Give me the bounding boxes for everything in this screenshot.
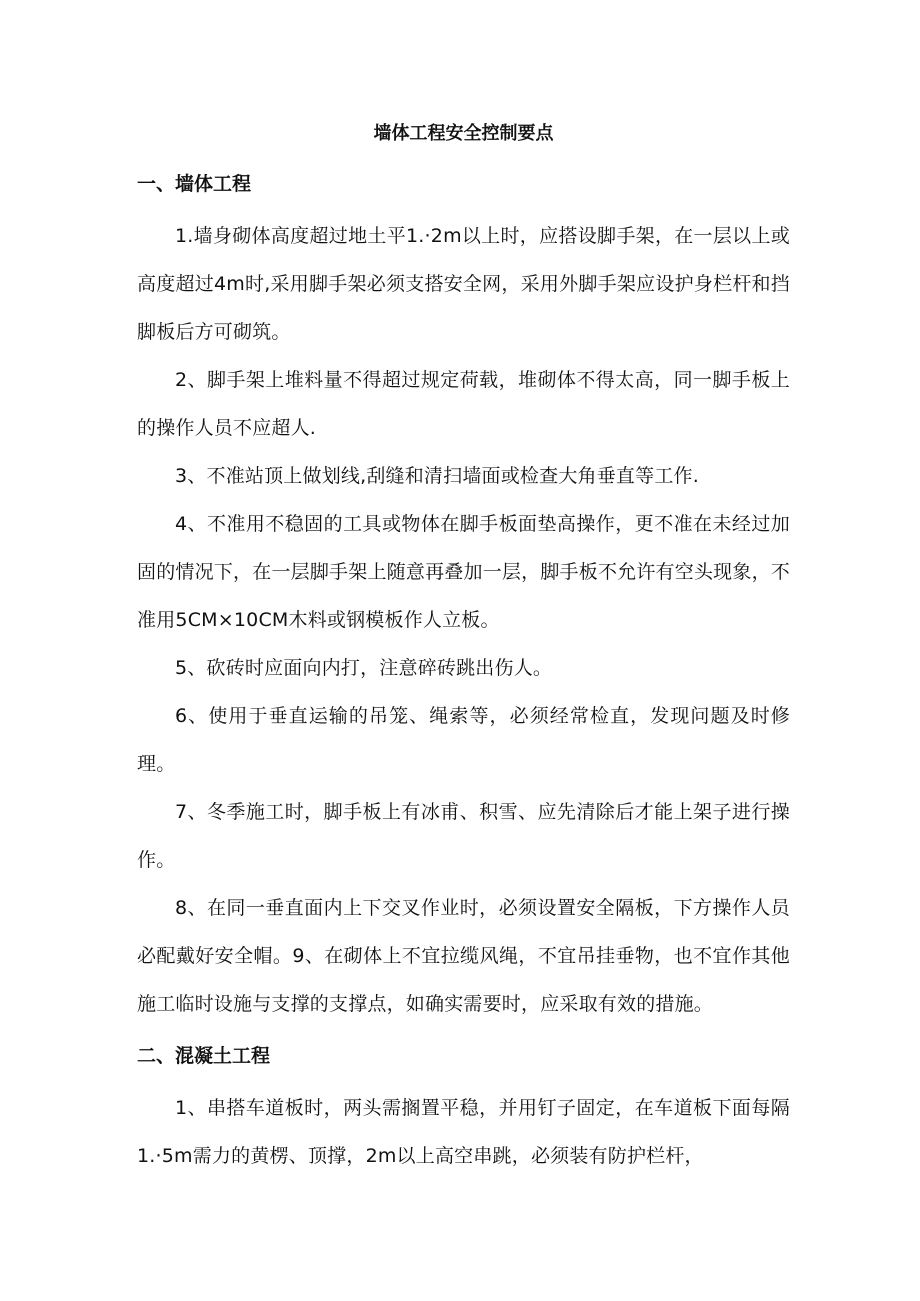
paragraph: 1.墙身砌体高度超过地土平1.·2m以上时，应搭设脚手架，在一层以上或高度超过4m时,采用脚手架必须支搭安全网，采用外脚手架应设护身栏杆和挡脚板后方可砌筑。	[137, 225, 790, 343]
paragraph: 5、砍砖时应面向内打，注意碎砖跳出伤人。	[175, 657, 553, 679]
section-concrete-works	[137, 1040, 790, 1180]
section-wall-works	[137, 168, 790, 1028]
paragraph: 6、使用于垂直运输的吊笼、绳索等，必须经常检直，发现问题及时修理。	[137, 705, 790, 775]
paragraph: 7、冬季施工时，脚手板上有冰甫、积雪、应先清除后才能上架子进行操作。	[137, 801, 790, 871]
paragraph: 4、不准用不稳固的工具或物体在脚手板面垫高操作，更不准在未经过加固的情况下，在一层脚手架上随意再叠加一层，脚手板不允许有空头现象，不准用5CM×10CM木料或钢模板作人立板。	[137, 513, 790, 631]
section-heading: 二、混凝土工程	[137, 1045, 271, 1067]
paragraph: 1、串搭车道板时，两头需搁置平稳，并用钉子固定，在车道板下面每隔1.·5m需力的黄楞、顶撑，2m以上高空串跳，必须装有防护栏杆，	[137, 1097, 790, 1167]
document-title: 墙体工程安全控制要点	[373, 123, 554, 144]
paragraph: 8、在同一垂直面内上下交叉作业时，必须设置安全隔板，下方操作人员必配戴好安全帽。9、在砌体上不宜拉缆风绳，不宜吊挂垂物，也不宜作其他施工临时设施与支撑的支撑点，如确实需要时，应采取有效的措施。	[137, 897, 790, 1015]
section-heading: 一、墙体工程	[137, 173, 252, 195]
paragraph: 3、不准站顶上做划线,刮缝和清扫墙面或检查大角垂直等工作.	[175, 465, 699, 487]
paragraph: 2、脚手架上堆料量不得超过规定荷载，堆砌体不得太高，同一脚手板上的操作人员不应超人.	[137, 369, 790, 439]
